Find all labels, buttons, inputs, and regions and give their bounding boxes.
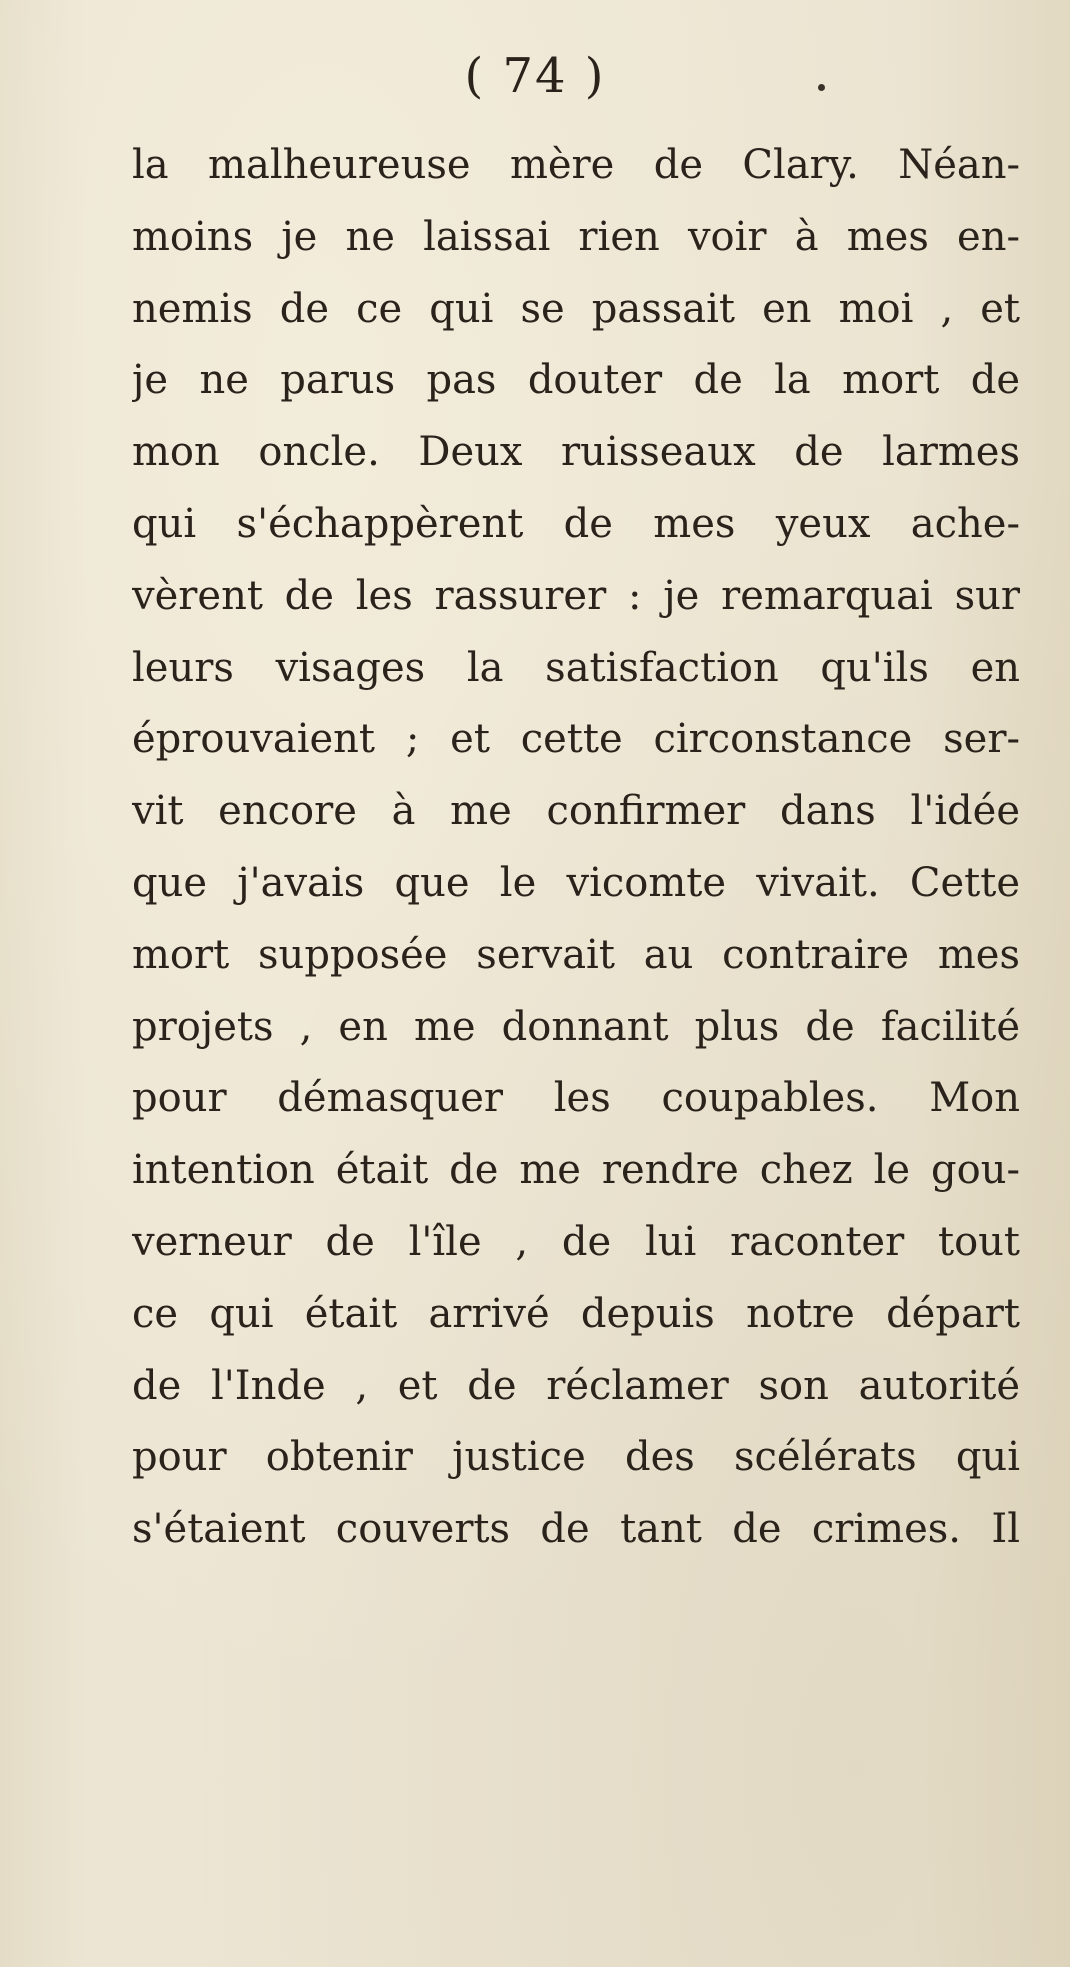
text-line: la malheureuse mère de Clary. Néan- — [132, 142, 1020, 188]
text-line: de l'Inde , et de réclamer son autorité — [132, 1362, 1020, 1409]
text-line: vit encore à me confirmer dans l'idée — [132, 788, 1020, 835]
text-line: s'étaient couverts de tant de crimes. Il — [132, 1506, 1020, 1553]
text-line: ce qui était arrivé depuis notre départ — [132, 1290, 1020, 1337]
text-line: verneur de l'île , de lui raconter tout — [132, 1218, 1020, 1265]
text-line: que j'avais que le vicomte vivait. Cette — [132, 859, 1020, 906]
text-line: moins je ne laissai rien voir à mes en- — [132, 213, 1020, 260]
text-line: vèrent de les rassurer : je remarquai sur — [132, 572, 1020, 619]
text-line: leurs visages la satisfaction qu'ils en — [132, 644, 1020, 691]
text-line: pour démasquer les coupables. Mon — [132, 1075, 1020, 1122]
text-line: intention était de me rendre chez le gou- — [132, 1147, 1020, 1194]
text-line: mon oncle. Deux ruisseaux de larmes — [132, 429, 1020, 476]
text-line: je ne parus pas douter de la mort de — [132, 357, 1020, 404]
text-line: projets , en me donnant plus de facilité — [132, 1003, 1020, 1050]
ink-speck — [818, 84, 825, 91]
page-number: ( 74 ) — [464, 48, 606, 104]
text-line: pour obtenir justice des scélérats qui — [132, 1434, 1020, 1481]
text-line: mort supposée servait au contraire mes — [132, 931, 1020, 978]
body-text — [132, 130, 1020, 1566]
text-line: nemis de ce qui se passait en moi , et — [132, 285, 1020, 332]
text-line: éprouvaient ; et cette circonstance ser- — [132, 716, 1020, 763]
text-line: qui s'échappèrent de mes yeux ache- — [132, 500, 1020, 547]
